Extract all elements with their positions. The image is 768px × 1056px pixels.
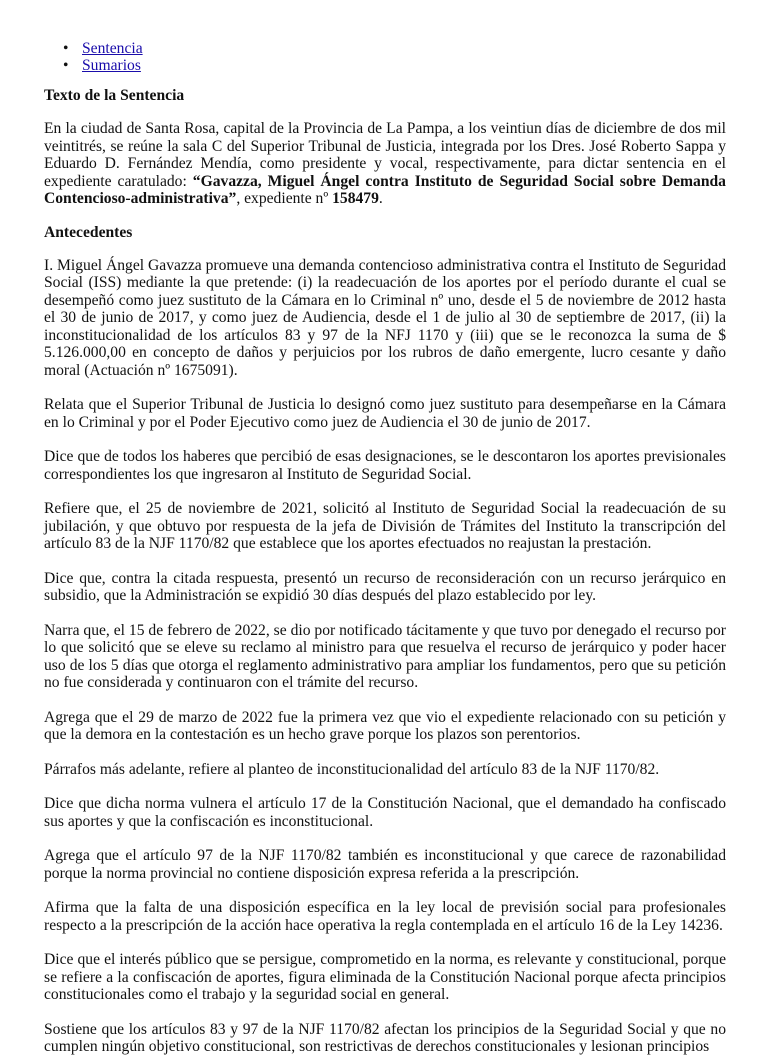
intro-text-2: , expediente nº <box>236 190 333 207</box>
intro-text: En la ciudad de Santa Rosa, capital de la Provincia de La Pampa, a los veintiun días de diciembre de dos mil veintitrés, se reúne la sala C del Superior Tribunal de Justicia, integrada por los Dres. José Roberto Sappa y Eduardo D. Fernández Mendía, como presidente y vocal, respectivamente, para dictar sentencia en el expediente caratulado: <box>44 120 726 190</box>
paragraph: Párrafos más adelante, refiere al planteo de inconstitucionalidad del artículo 83 de la NJF 1170/82. <box>44 760 660 778</box>
link-sentencia[interactable]: Sentencia <box>82 40 143 57</box>
paragraph: Sostiene que los artículos 83 y 97 de la NJF 1170/82 afectan los principios de la Seguridad Social y que no cumplen ningún objetivo constitucional, son restrictivas de derechos constitucionales y lesionan principios <box>44 1020 726 1055</box>
heading-texto-sentencia: Texto de la Sentencia <box>44 87 185 104</box>
paragraph: Dice que de todos los haberes que percibió de esas designaciones, se le descontaron los aportes previsionales correspondientes los que ingresaron al Instituto de Seguridad Social. <box>44 448 726 483</box>
paragraph: Agrega que el artículo 97 de la NJF 1170/82 también es inconstitucional y que carece de razonabilidad porque la norma provincial no contiene disposición expresa referida a la prescripción. <box>44 847 726 882</box>
case-title: “Gavazza, Miguel Ángel contra Instituto de Seguridad Social sobre Demanda Contencioso-administrativa” <box>44 172 726 207</box>
link-sumarios[interactable]: Sumarios <box>82 57 141 74</box>
list-item <box>82 57 726 74</box>
paragraph: Afirma que la falta de una disposición específica en la ley local de previsión social para profesionales respecto a la prescripción de la acción hace operativa la regla contemplada en el artículo 16 de la Ley 14236. <box>44 899 726 934</box>
paragraph: Dice que el interés público que se persigue, comprometido en la norma, es relevante y constitucional, porque se refiere a la confiscación de aportes, figura eliminada de la Constitución Nacional porque afecta principios constitucionales como el trabajo y la seguridad social en general. <box>44 951 726 1003</box>
paragraph: I. Miguel Ángel Gavazza promueve una demanda contencioso administrativa contra el Instituto de Seguridad Social (ISS) mediante la que pretende: (i) la readecuación de los aportes por el período durante el cual se desempeñó como juez sustituto de la Cámara en lo Criminal nº uno, desde el 5 de noviembre de 2012 hasta el 30 de junio de 2017, y como juez de Audiencia, desde el 1 de julio al 30 de septiembre de 2017, (ii) la inconstitucionalidad de los artículos 83 y 97 de la NFJ 1170 y (iii) que se le reconozca la suma de $ 5.126.000,00 en concepto de daños y perjuicios por los rubros de daño emergente, lucro cesante y daño moral (Actuación nº 1675091). <box>44 256 726 379</box>
heading-antecedentes: Antecedentes <box>44 223 133 241</box>
paragraph: Dice que, contra la citada respuesta, presentó un recurso de reconsideración con un recurso jerárquico en subsidio, que la Administración se expidió 30 días después del plazo establecido por ley. <box>44 569 726 604</box>
case-number: 158479 <box>332 190 379 207</box>
paragraph: Refiere que, el 25 de noviembre de 2021, solicitó al Instituto de Seguridad Social la readecuación de su jubilación, y que obtuvo por respuesta de la jefa de División de Trámites del Instituto la transcripción del artículo 83 de la NJF 1170/82 que establece que los aportes efectuados no reajustan la prestación. <box>44 500 726 552</box>
paragraph: Relata que el Superior Tribunal de Justicia lo designó como juez sustituto para desempeñarse en la Cámara en lo Criminal y por el Poder Ejecutivo como juez de Audiencia el 30 de junio de 2017. <box>44 396 726 431</box>
paragraph: Agrega que el 29 de marzo de 2022 fue la primera vez que vio el expediente relacionado con su petición y que la demora en la contestación es un hecho grave porque los plazos son perentorios. <box>44 708 726 743</box>
list-item <box>82 40 726 57</box>
intro-text-3: . <box>378 190 383 207</box>
paragraph: Narra que, el 15 de febrero de 2022, se dio por notificado tácitamente y que tuvo por denegado el recurso por lo que solicitó que se eleve su reclamo al ministro para que resuelva el recurso de jerárquico y poder hacer uso de los 5 días que otorga el reglamento administrativo para ampliar los fundamentos, pero que su petición no fue considerada y continuaron con el trámite del recurso. <box>44 621 726 691</box>
paragraph: Dice que dicha norma vulnera el artículo 17 de la Constitución Nacional, que el demandado ha confiscado sus aportes y que la confiscación es inconstitucional. <box>44 795 726 830</box>
section-links <box>44 40 726 74</box>
intro-paragraph <box>44 120 726 208</box>
